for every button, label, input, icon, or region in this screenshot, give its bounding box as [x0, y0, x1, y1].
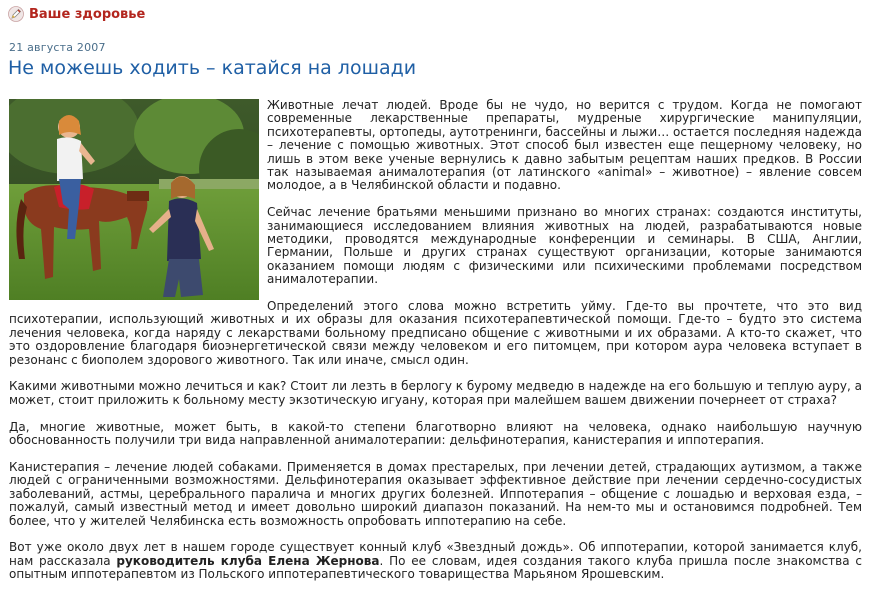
section-link[interactable]: Ваше здоровье	[29, 6, 146, 22]
paragraph-2: Сейчас лечение братьями меньшими признано во многих странах: создаются институты, занимающиеся исследованием влияния животных на людей, разрабатываются новые методики, проводятся международные конференции и семинары. В США, Англии, Германии, Польше и других странах существуют организации, которые занимаются оказанием помощи людям с физическими или психическими проблемами посредством анималотерапии.	[267, 205, 862, 287]
article-date: 21 августа 2007	[9, 41, 106, 54]
paragraph-7-end: . По ее словам, идея создания такого клуба пришла после знакомства с опытным иппотерапевтом из Польского иппотерапевтического товарищества Марьяном Ярошевским.	[9, 553, 862, 582]
club-leader-name: руководитель клуба Елена Жернова	[116, 553, 380, 568]
paragraph-4: Какими животными можно лечиться и как? Стоит ли лезть в берлогу к бурому медведю в надежде на его большую и теплую ауру, а может, стоит приложить к больному месту экзотическую игуану, которая при малейшем вашем движении почернеет от страха?	[9, 379, 862, 407]
paragraph-3: Определений этого слова можно встретить уйму. Где-то вы прочтете, что это вид психотерапии, использующий животных и их образы для оказания психотерапевтической помощи. Где-то – будто это система лечения человека, когда наряду с лекарствами больному предписано общение с животными и их образами. А кто-то скажет, что это оздоровление благодаря биоэнергетической связи между человеком и его питомцем, при котором аура человека вступает в резонанс с биополем здорового животного. Так или иначе, смысл один.	[9, 299, 862, 367]
paragraph-1: Животные лечат людей. Вроде бы не чудо, но верится с трудом. Когда не помогают современные лекарственные препараты, мудреные хирургические манипуляции, психотерапевты, ортопеды, аутотренинги, бассейны и лыжи… остается последняя надежда – лечение с помощью животных. Этот способ был известен еще пещерному человеку, но лишь в этом веке ученые вернулись к давно забытым рецептам наших предков. В России так называемая анималотерапия (от латинского «animal» – животное) – явление совсем молодое, а в Челябинской области и подавно.	[267, 98, 862, 193]
pencil-icon	[8, 6, 24, 22]
article-body	[9, 99, 862, 595]
article-photo	[9, 99, 259, 300]
paragraph-6: Канистерапия – лечение людей собаками. Применяется в домах престарелых, при лечении детей, страдающих аутизмом, а также людей с ограниченными возможностями. Дельфинотерапия оказывает эффективное действие при лечении сердечно-сосудистых заболеваний, астмы, церебрального паралича и многих других болезней. Иппотерапия – общение с лошадью и верховая езда, – пожалуй, самый известный метод и имеет довольно широкий диапазон показаний. На нем-то мы и остановимся подробней. Тем более, что у жителей Челябинска есть возможность опробовать иппотерапию на себе.	[9, 459, 862, 528]
section-header	[8, 4, 145, 24]
paragraph-7-start: Вот уже около двух лет в нашем городе существует конный клуб «Звездный дождь». Об иппотерапии, которой занимается клуб, нам рассказала	[9, 540, 862, 568]
paragraph-7	[9, 541, 862, 581]
paragraph-5: Да, многие животные, может быть, в какой-то степени благотворно влияют на человека, однако наибольшую научную обоснованность получили три вида направленной анималотерапии: дельфинотерапия, канистерапия и иппотерапия.	[9, 419, 862, 448]
article-title: Не можешь ходить – катайся на лошади	[8, 57, 417, 79]
